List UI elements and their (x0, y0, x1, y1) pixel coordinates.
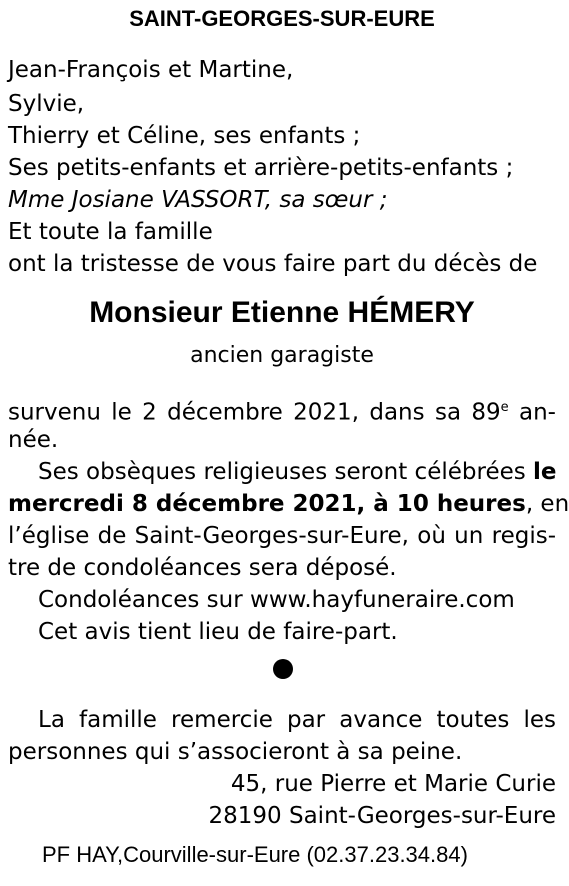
body-line-1 (8, 392, 556, 429)
ceremony-date: mercredi 8 décembre 2021, à 10 heures (8, 491, 526, 517)
body-line-6: tre de condoléances sera déposé. (8, 555, 397, 581)
thanks-line-1: La famille remercie par avance toutes les (38, 707, 556, 733)
address-line-1: 45, rue Pierre et Marie Curie (230, 771, 556, 797)
funeral-home-contact: PF HAY,Courville-sur-Eure (02.37.23.34.84) (42, 842, 468, 867)
address-line-2: 28190 Saint-Georges-sur-Eure (208, 803, 556, 829)
family-line-3: Thierry et Céline, ses enfants ; (8, 123, 361, 149)
body-bold-text: le (533, 459, 557, 485)
body-line-2: née. (8, 427, 59, 453)
family-line-1: Jean-François et Martine, (8, 57, 294, 83)
family-line-5: Mme Josiane VASSORT, sa sœur ; (8, 187, 388, 213)
ordinal-suffix: e (500, 400, 509, 415)
town-heading: SAINT-GEORGES-SUR-EURE (129, 6, 435, 31)
thanks-line-2: personnes qui s’associeront à sa peine. (8, 739, 463, 765)
body-text: , en (525, 491, 569, 517)
family-line-7: ont la tristesse de vous faire part du décès de (8, 251, 538, 277)
body-text: an- (508, 399, 556, 426)
family-line-6: Et toute la famille (8, 219, 213, 245)
body-line-5: l’église de Saint-Georges-sur-Eure, où un regis- (8, 523, 556, 549)
condolences-line: Condoléances sur www.hayfuneraire.com (38, 587, 515, 613)
notice-line: Cet avis tient lieu de faire-part. (38, 619, 398, 645)
bullet-separator (273, 659, 293, 679)
body-line-3 (38, 456, 556, 488)
family-line-4: Ses petits-enfants et arrière-petits-enfants ; (8, 155, 514, 181)
deceased-occupation: ancien garagiste (190, 343, 374, 368)
body-line-4 (8, 488, 569, 520)
body-text: Ses obsèques religieuses seront célébrées (38, 459, 534, 485)
deceased-name: Monsieur Etienne HÉMERY (89, 296, 475, 329)
family-line-2: Sylvie, (8, 91, 85, 117)
body-text: survenu le 2 décembre 2021, dans sa 89 (8, 399, 501, 426)
